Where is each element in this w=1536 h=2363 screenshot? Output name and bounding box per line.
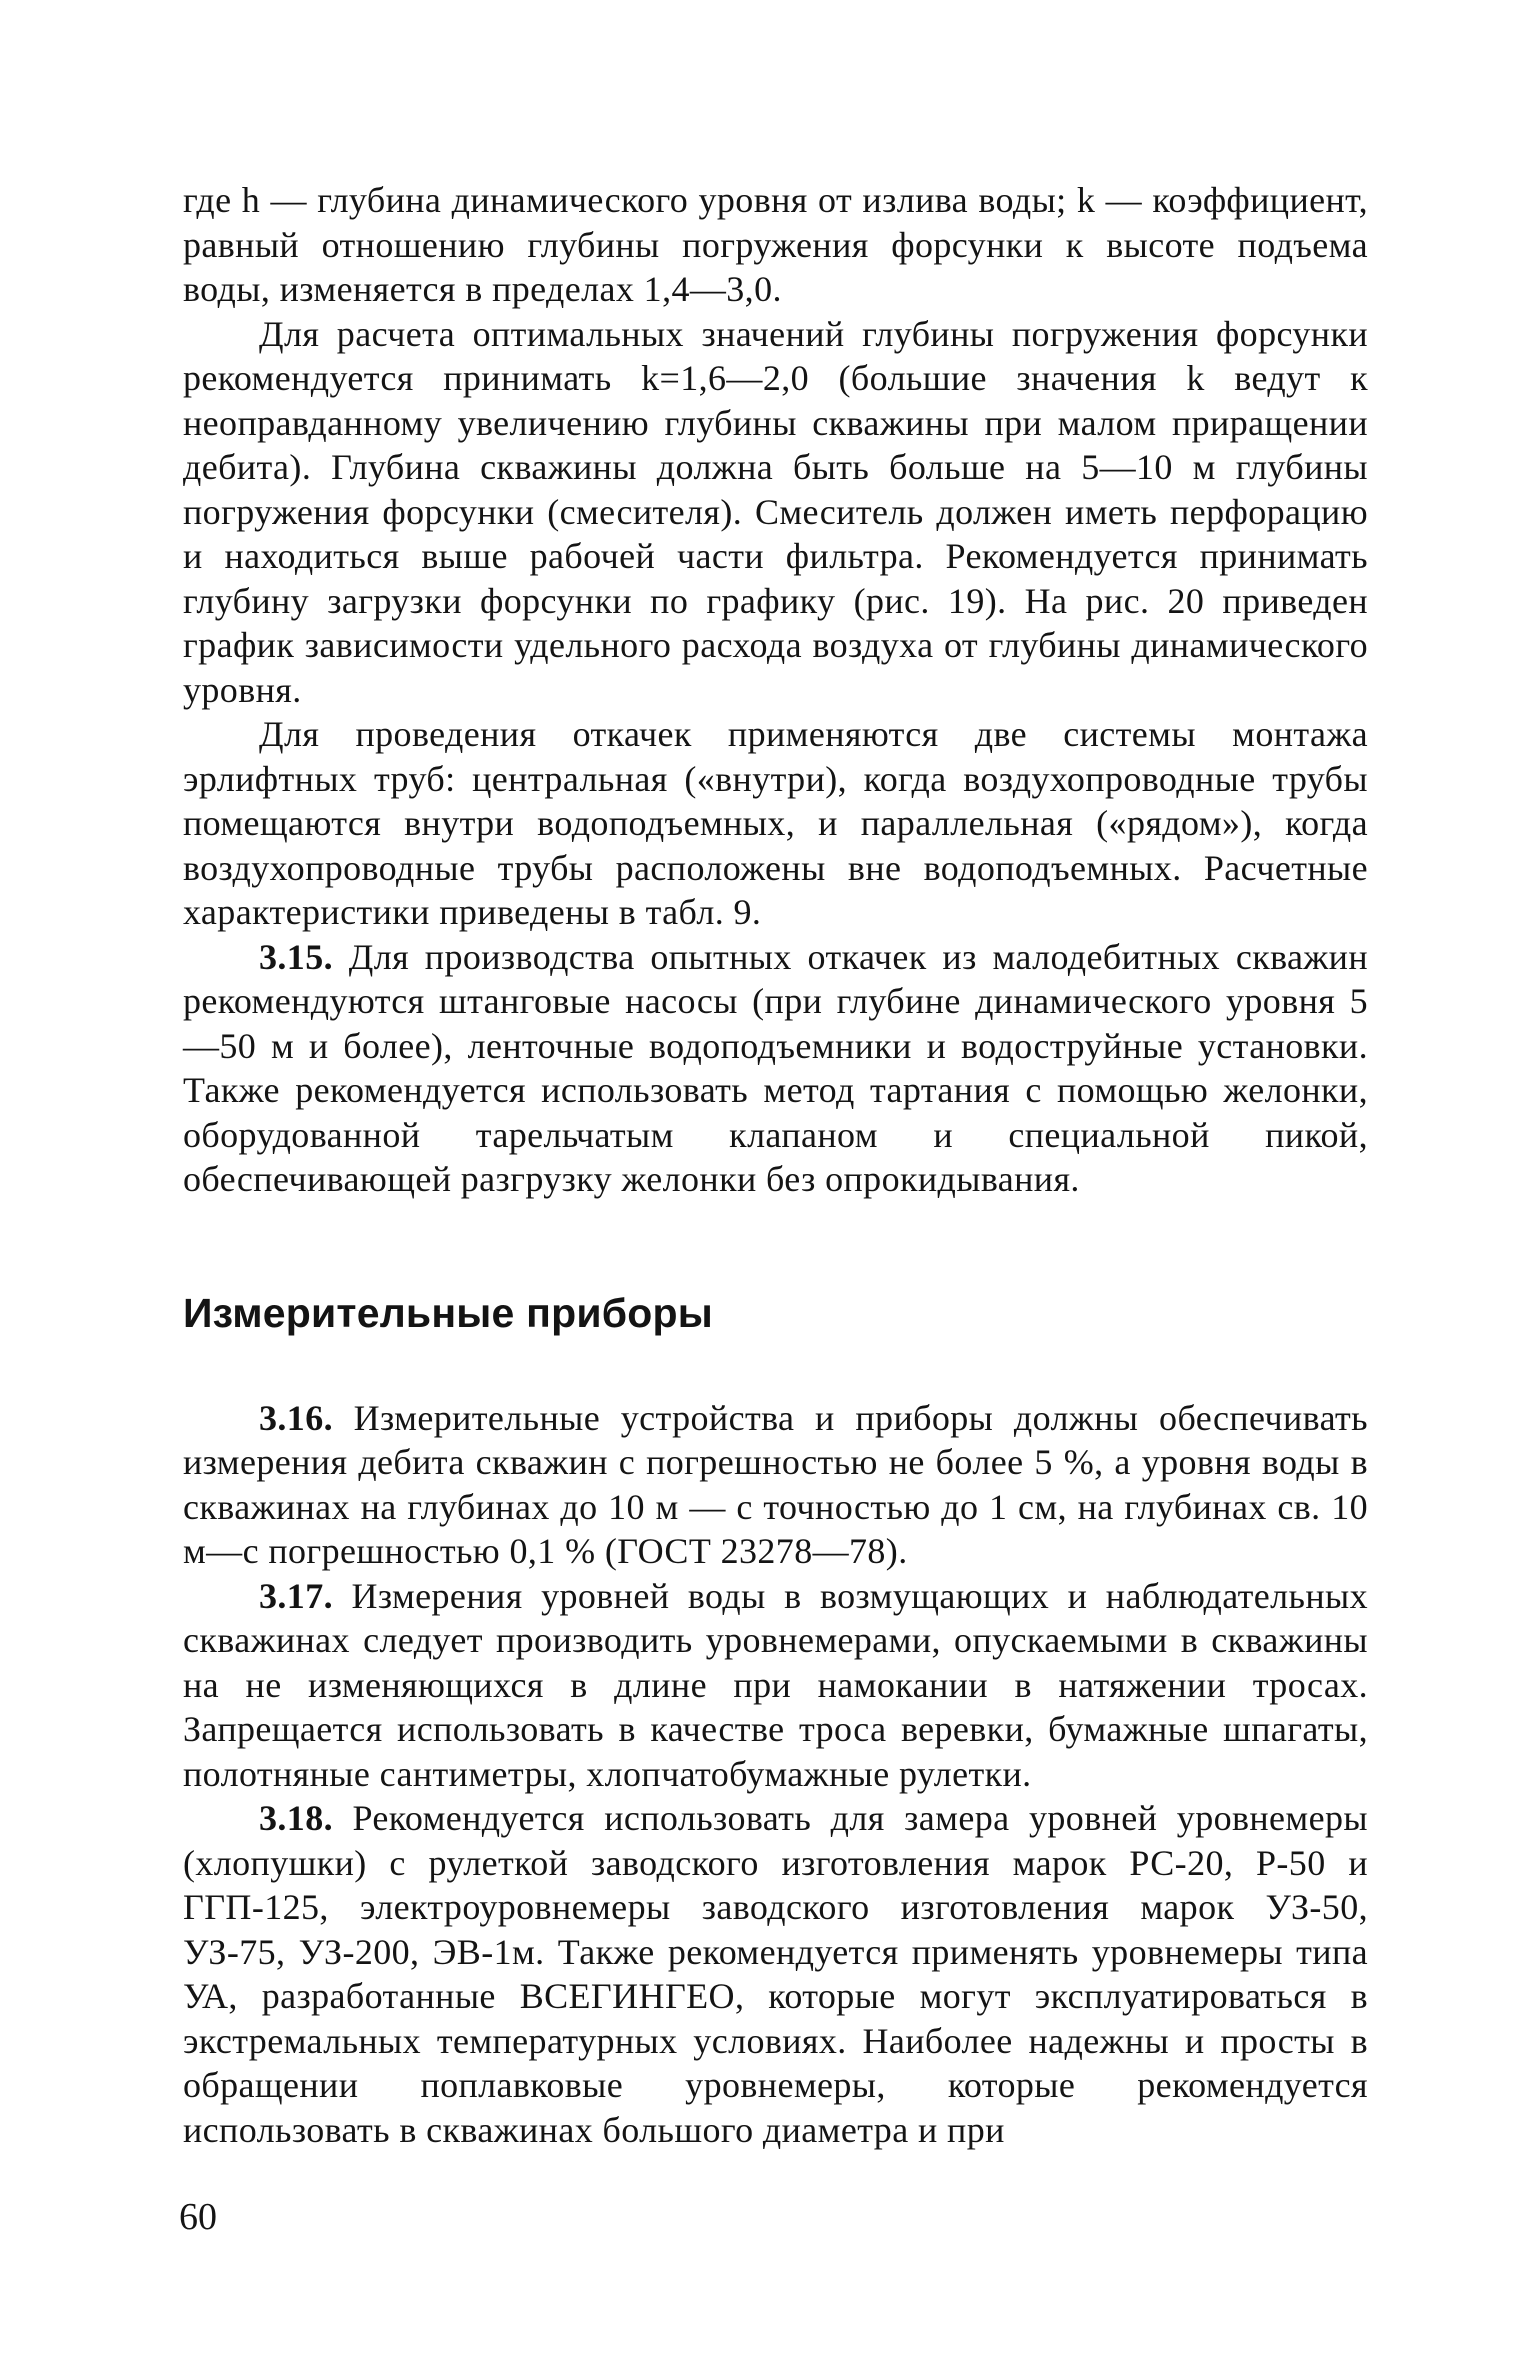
paragraph-airlift-systems: Для проведения откачек применяются две системы монтажа эрлифтных труб: центральная («внутри), когда воздухопроводные трубы помещаются внутри водоподъемных, и параллельная («рядом»), когда воздухопроводные трубы расположены вне водоподъемных. Расчетные характеристики приведены в табл. 9. (183, 714, 1368, 932)
paragraph-3-16 (183, 1396, 1368, 1574)
page-number: 60 (179, 2196, 217, 2238)
paragraph-3-15 (183, 935, 1368, 1202)
paragraph-text: Для производства опытных откачек из малодебитных скважин рекомендуются штанговые насосы (при глубине динамического уровня 5—50 м и более), ленточные водоподъемники и водоструйные установки. Также рекомендуется использовать метод тартания с помощью желонки, оборудованной тарельчатым клапаном и специальной пикой, обеспечивающей разгрузку желонки без опрокидывания. (183, 936, 1368, 1199)
paragraph-nozzle-depth: Для расчета оптимальных значений глубины погружения форсунки рекомендуется принимать k=1,6—2,0 (большие значения k ведут к неоправданному увеличению глубины скважины при малом приращении дебита). Глубина скважины должна быть больше на 5—10 м глубины погружения форсунки (смесителя). Смеситель должен иметь перфорацию и находиться выше рабочей части фильтра. Рекомендуется принимать глубину загрузки форсунки по графику (рис. 19). На рис. 20 приведен график зависимости удельного расхода воздуха от глубины динамического уровня. (183, 313, 1368, 710)
paragraph-formula-explanation: где h — глубина динамического уровня от излива воды; k — коэффициент, равный отношению глубины погружения форсунки к высоте подъема воды, изменяется в пределах 1,4—3,0. (183, 180, 1368, 309)
page-body (183, 178, 1368, 2152)
section-number: 3.17. (259, 1575, 333, 1616)
paragraph-text: Измерительные устройства и приборы должны обеспечивать измерения дебита скважин с погрешностью не более 5 %, а уровня воды в скважинах на глубинах до 10 м — с точностью до 1 см, на глубинах св. 10 м—с погрешностью 0,1 % (ГОСТ 23278—78). (183, 1397, 1368, 1571)
section-number: 3.15. (259, 936, 333, 977)
paragraph-text: Рекомендуется использовать для замера уровней уровнемеры (хлопушки) с рулеткой заводского изготовления марок РС-20, Р-50 и ГГП-125, электроуровнемеры заводского изготовления марок УЗ-50, УЗ-75, УЗ-200, ЭВ-1м. Также рекомендуется применять уровнемеры типа УА, разработанные ВСЕГИНГЕО, которые могут эксплуатироваться в экстремальных температурных условиях. Наиболее надежны и просты в обращении поплавковые уровнемеры, которые рекомендуется использовать в скважинах большого диаметра и при (183, 1798, 1368, 2150)
section-number: 3.18. (259, 1798, 333, 1838)
paragraph-text: Измерения уровней воды в возмущающих и наблюдательных скважинах следует производить уровнемерами, опускаемыми в скважины на не изменяющихся в длине при намокании в натяжении тросах. Запрещается использовать в качестве троса веревки, бумажные шпагаты, полотняные сантиметры, хлопчатобумажные рулетки. (183, 1575, 1368, 1794)
paragraph-3-17 (183, 1574, 1368, 1797)
section-heading: Измерительные приборы (183, 1289, 713, 1336)
paragraph-3-18 (183, 1796, 1368, 2152)
section-number: 3.16. (259, 1397, 333, 1438)
